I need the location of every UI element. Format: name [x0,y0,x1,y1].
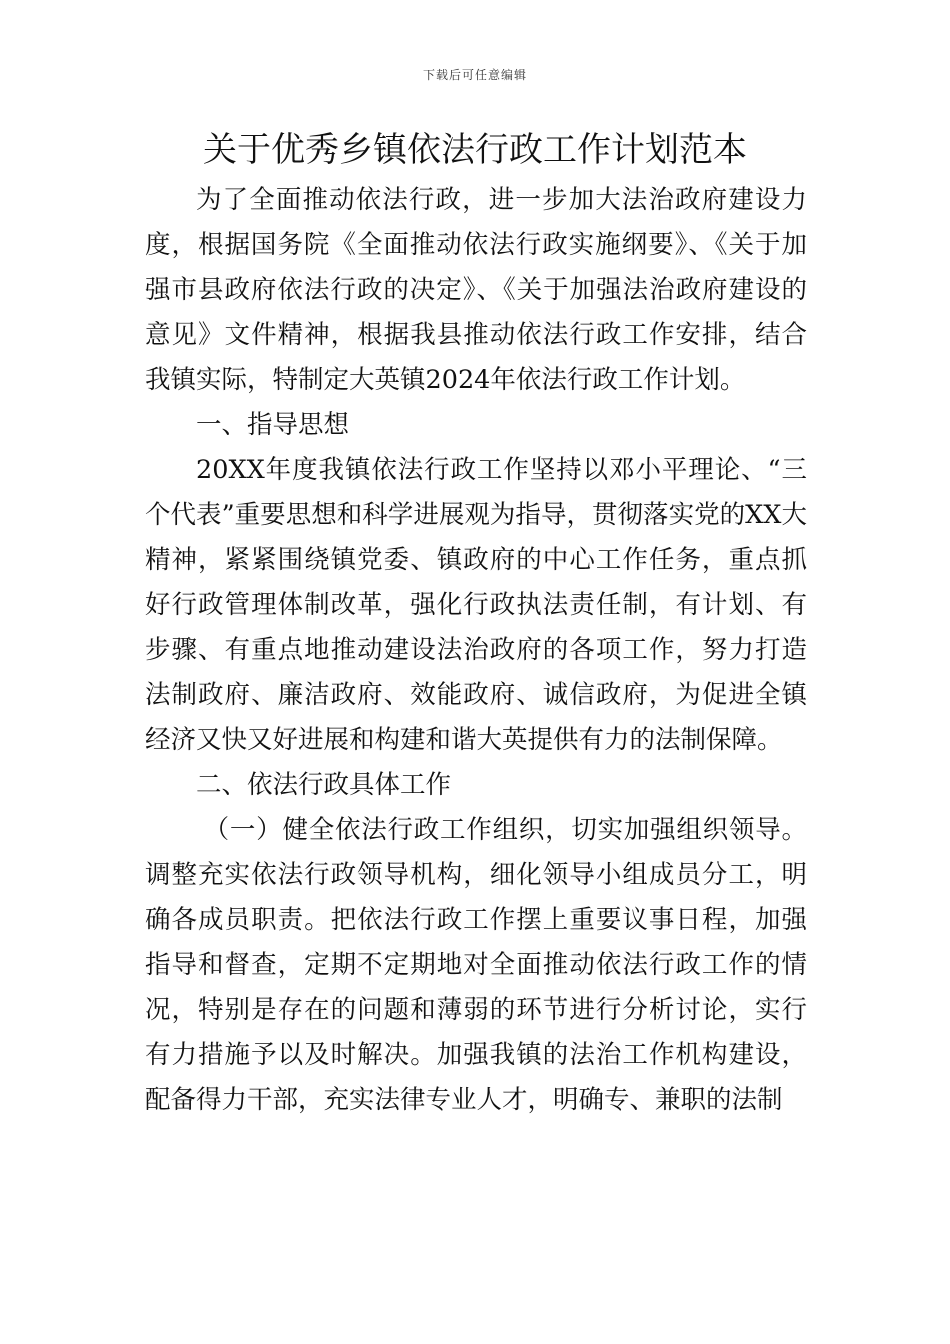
paragraph-specific-work-1: （一）健全依法行政工作组织，切实加强组织领导。调整充实依法行政领导机构，细化领导小组成员分工，明确各成员职责。把依法行政工作摆上重要议事日程，加强指导和督查，定期不定期地对全面推动依法行政工作的情况，特别是存在的问题和薄弱的环节进行分析讨论，实行有力措施予以及时解决。加强我镇的法治工作机构建设，配备得力干部，充实法律专业人才，明确专、兼职的法制 [145,815,807,1115]
document-body [145,178,807,1123]
header-note: 下载后可任意编辑 [422,68,527,82]
section-heading-specific-work: 二、依法行政具体工作 [196,770,452,800]
section-heading-guiding-thought: 一、指导思想 [196,410,350,440]
paragraph-guiding-thought: 20XX年度我镇依法行政工作坚持以邓小平理论、“三个代表”重要思想和科学进展观为指导，贯彻落实党的XX大精神，紧紧围绕镇党委、镇政府的中心工作任务，重点抓好行政管理体制改革，强化行政执法责任制，有计划、有步骤、有重点地推动建设法治政府的各项工作，努力打造法制政府、廉洁政府、效能政府、诚信政府，为促进全镇经济又快又好进展和构建和谐大英提供有力的法制保障。 [145,455,807,755]
paragraph-intro: 为了全面推动依法行政，进一步加大法治政府建设力度，根据国务院《全面推动依法行政实施纲要》、《关于加强市县政府依法行政的决定》、《关于加强法治政府建设的意见》文件精神，根据我县推动依法行政工作安排，结合我镇实际，特制定大英镇2024年依法行政工作计划。 [145,185,807,395]
document-title: 关于优秀乡镇依法行政工作计划范本 [203,130,747,170]
